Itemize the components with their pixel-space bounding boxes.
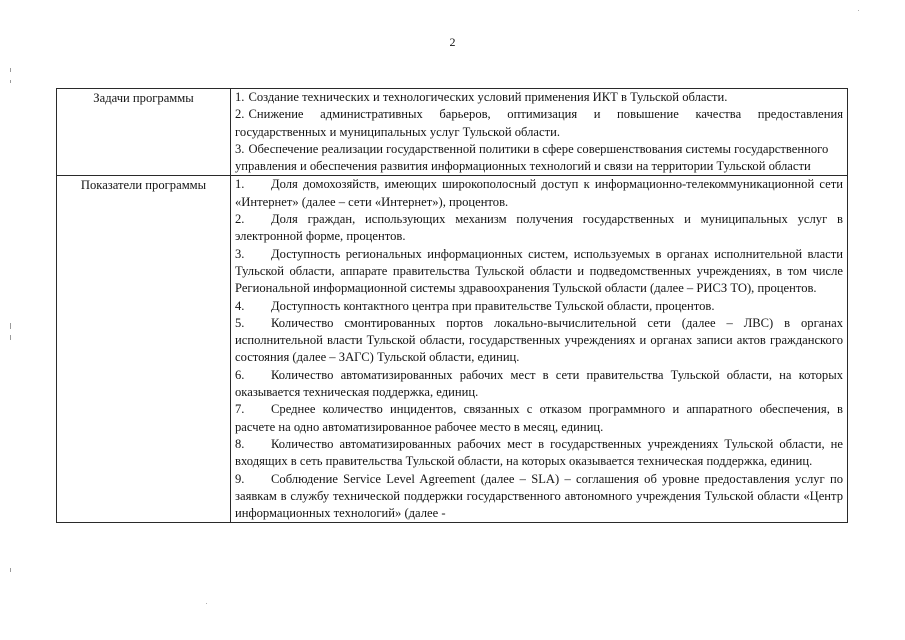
indicator-item: 1. Доля домохозяйств, имеющих широкополосный доступ к информационно-телекоммуникационной сети «Интернет» (далее – сети «Интернет»), процентов.	[235, 177, 843, 209]
table-row-indicators	[57, 176, 848, 523]
scan-artifact	[10, 323, 11, 329]
row-label-indicators: Показатели программы	[57, 176, 231, 523]
indicator-item: 6. Количество автоматизированных рабочих мест в сети правительства Тульской области, на которых оказывается техническая поддержка, единиц.	[235, 367, 843, 400]
scan-artifact	[206, 603, 207, 604]
indicator-item: 7. Среднее количество инцидентов, связанных с отказом программного и аппаратного обеспечения, в расчете на одно автоматизированное рабочее место в месяц, единиц.	[235, 402, 843, 434]
scan-artifact	[10, 68, 11, 72]
task-item: 2. Снижение административных барьеров, оптимизация и повышение качества предоставления государственных и муниципальных услуг Тульской области.	[235, 107, 843, 139]
indicator-item: 2. Доля граждан, использующих механизм получения государственных и муниципальных услуг в электронной форме, процентов.	[235, 212, 843, 244]
page-number: 2	[449, 35, 456, 49]
scan-artifact	[858, 10, 859, 11]
indicator-item: 9. Соблюдение Service Level Agreement (далее – SLA) – соглашения об уровне предоставления услуг по заявкам в службу технической поддержки государственного автономного учреждения Тульской области «Центр информационных технологий» (далее -	[235, 471, 843, 521]
task-item: 1. Создание технических и технологических условий применения ИКТ в Тульской области.	[235, 90, 728, 104]
program-passport-table	[56, 88, 848, 523]
indicator-item: 4. Доступность контактного центра при правительстве Тульской области, процентов.	[235, 298, 715, 313]
table-row-tasks	[57, 89, 848, 176]
scan-artifact	[10, 80, 11, 83]
scan-artifact	[10, 335, 11, 340]
scan-artifact	[10, 568, 11, 572]
row-content-indicators	[231, 176, 848, 523]
indicator-item: 5. Количество смонтированных портов локально-вычислительной сети (далее – ЛВС) в органах исполнительной власти Тульской области, государственных учреждениях и органах записи актов гражданского состояния (далее – ЗАГС) Тульской области, единиц.	[235, 315, 843, 365]
indicator-item: 8. Количество автоматизированных рабочих мест в государственных учреждениях Тульской области, не входящих в сеть правительства Тульской области, на которых оказывается техническая поддержка, единиц.	[235, 436, 843, 469]
task-item: 3. Обеспечение реализации государственной политики в сфере совершенствования системы государственного управления и обеспечения развития информационных технологий и связи на территории Тульской области	[235, 141, 829, 174]
row-content-tasks	[231, 89, 848, 176]
row-label-tasks: Задачи программы	[57, 89, 231, 176]
indicator-item: 3. Доступность региональных информационных систем, используемых в органах исполнительной власти Тульской области, аппарате правительства Тульской области и подведомственных учреждениях, в том числе Региональной информационной системы здравоохранения Тульской области (далее – РИСЗ ТО), процентов.	[235, 246, 843, 296]
